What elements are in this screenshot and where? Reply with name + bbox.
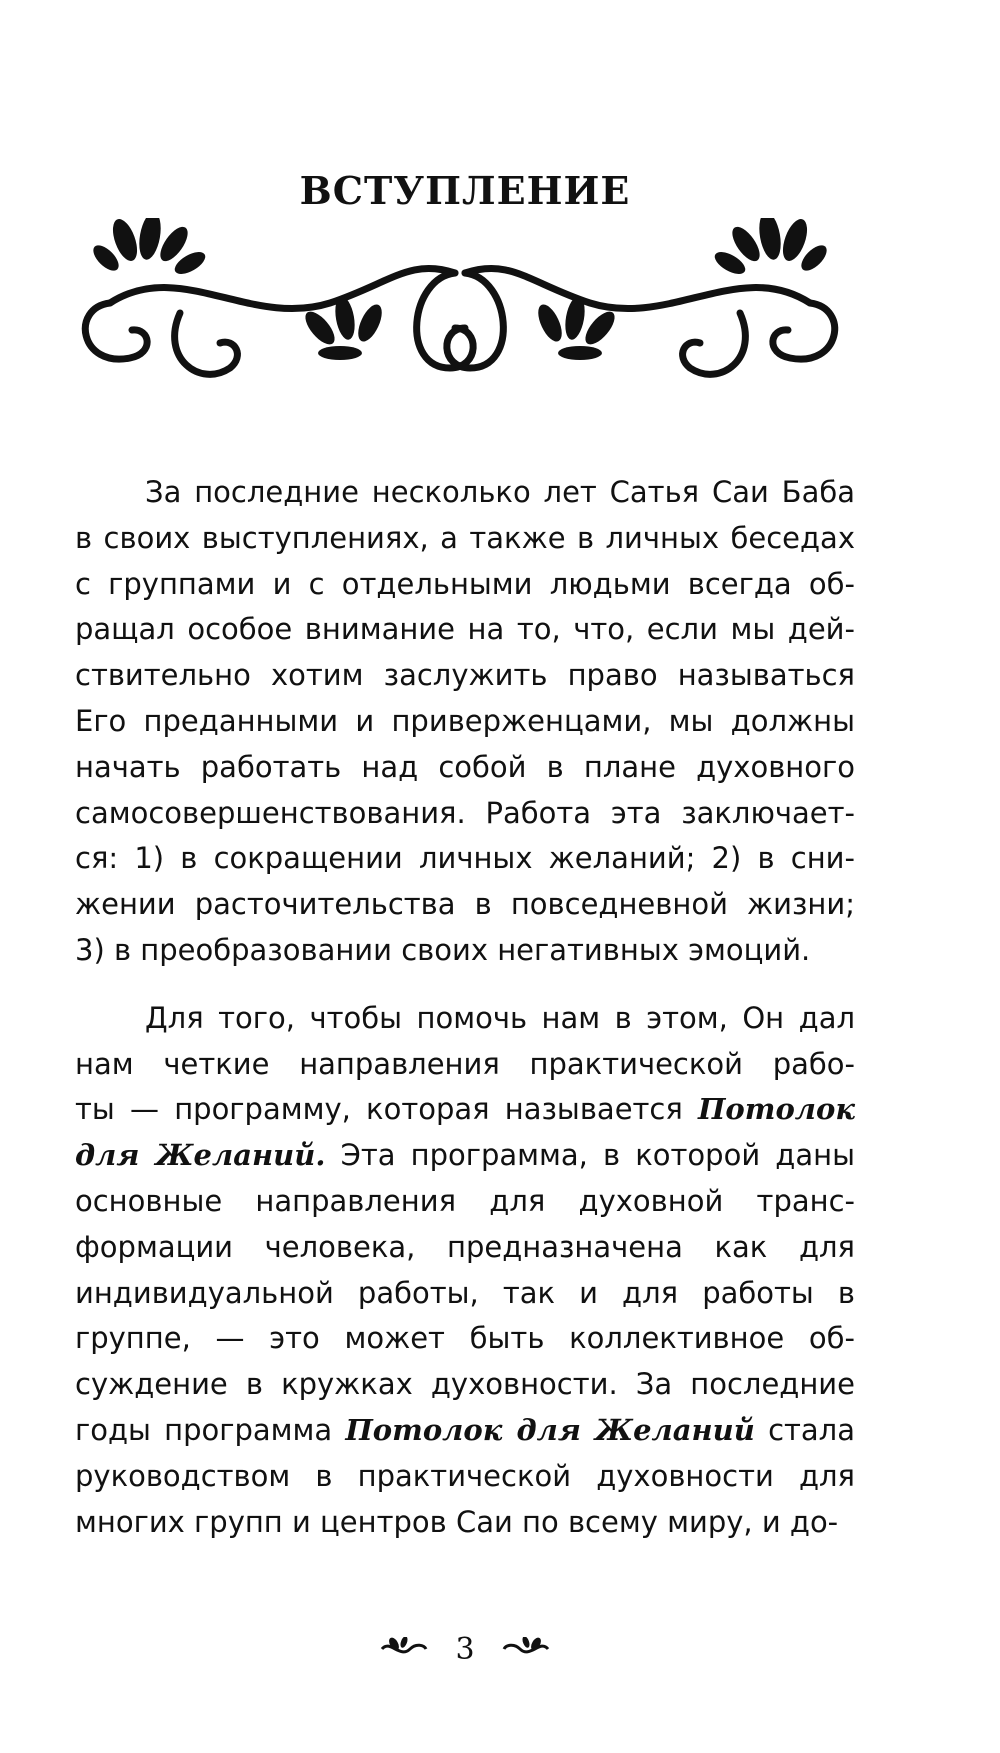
text-segment: группе, — это может быть коллективное об- [75, 1321, 855, 1356]
text-line [75, 1225, 855, 1271]
paragraph [75, 470, 855, 974]
text-segment: ты — программу, которая называется [75, 1092, 699, 1127]
text-line [75, 1271, 855, 1317]
text-segment: начать работать над собой в плане духовного [75, 749, 855, 784]
text-segment: Эта программа, в которой даны [325, 1138, 855, 1173]
text-line [75, 1408, 855, 1454]
text-line [75, 1133, 855, 1179]
text-segment: годы программа [75, 1412, 346, 1447]
page-number: 3 [455, 1631, 475, 1667]
text-line [75, 1179, 855, 1225]
text-segment: с группами и с отдельными людьми всегда об- [75, 566, 855, 601]
text-segment: самосовершенствования. Работа эта заключает- [75, 795, 855, 830]
text-line [75, 470, 855, 516]
text-segment: стала [754, 1412, 855, 1447]
text-segment: ствительно хотим заслужить право называться [75, 658, 855, 693]
text-segment: 3) в преобразовании своих негативных эмоций. [75, 932, 811, 967]
text-line [75, 928, 855, 974]
text-line [75, 836, 855, 882]
text-line [75, 699, 855, 745]
text-line [75, 1500, 855, 1546]
emphasis-text: Потолок для Желаний [345, 1412, 755, 1447]
emphasis-text: для Желаний. [75, 1138, 326, 1173]
text-line [75, 607, 855, 653]
chapter-title: ВСТУПЛЕНИЕ [299, 168, 631, 213]
body-text [75, 470, 855, 1545]
text-line [75, 791, 855, 837]
text-segment: в своих выступлениях, а также в личных беседах [75, 520, 855, 555]
text-segment: индивидуальной работы, так и для работы в [75, 1275, 855, 1310]
page-footer [0, 1630, 930, 1667]
text-segment: суждение в кружках духовности. За последние [75, 1367, 855, 1402]
text-segment: нам четкие направления практической рабо- [75, 1046, 855, 1081]
text-segment: жении расточительства в повседневной жизни; [75, 887, 855, 922]
text-segment: ращал особое внимание на то, что, если мы дей- [75, 612, 855, 647]
text-segment: многих групп и центров Саи по всему миру, и до- [75, 1504, 839, 1539]
text-segment: формации человека, предназначена как для [75, 1229, 855, 1264]
paragraph-gap [75, 974, 855, 996]
text-line [75, 1454, 855, 1500]
text-line [75, 882, 855, 928]
text-segment: Его преданными и приверженцами, мы должны [75, 703, 855, 738]
text-line [75, 1087, 855, 1133]
text-segment: Для того, чтобы помочь нам в этом, Он дал [145, 1000, 855, 1035]
text-line [75, 1316, 855, 1362]
paragraph [75, 996, 855, 1546]
text-line [75, 745, 855, 791]
text-segment: основные направления для духовной транс- [75, 1183, 855, 1218]
leaf-flourish-right-icon [502, 1637, 550, 1661]
text-line [75, 562, 855, 608]
emphasis-text: Потолок [698, 1092, 855, 1127]
text-line [75, 516, 855, 562]
text-segment: ся: 1) в сокращении личных желаний; 2) в сни- [75, 841, 855, 876]
text-segment: За последние несколько лет Сатья Саи Баба [145, 475, 855, 509]
flourish-ornament-icon [70, 218, 850, 418]
leaf-flourish-left-icon [380, 1637, 428, 1661]
text-line [75, 996, 855, 1042]
text-line [75, 1362, 855, 1408]
text-segment: руководством в практической духовности для [75, 1458, 855, 1493]
text-line [75, 1042, 855, 1088]
text-line [75, 653, 855, 699]
